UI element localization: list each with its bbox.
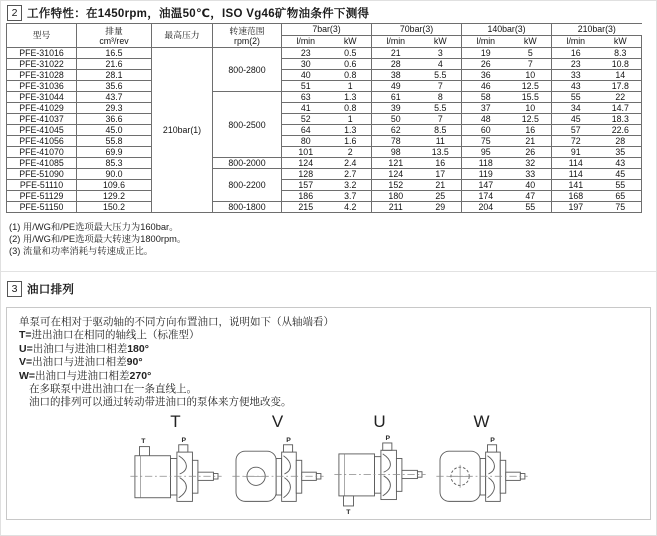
cell-power: 1.3 [330,92,372,103]
cell-power: 8.5 [420,125,462,136]
port-line-u-prefix: U= [19,342,33,355]
pump-diagram-t [127,412,225,516]
pump-diagram-w-label: W [473,412,490,431]
section3-header [7,281,74,297]
spec-row [7,191,642,202]
port-line-w-text: 出油口与进油口相差 [35,369,130,382]
header-row-groups [7,24,642,36]
spec-row [7,81,642,92]
cell-flow: 23 [282,48,330,59]
cell-power: 1.6 [330,136,372,147]
cell-power: 14 [600,70,642,81]
port-arrangement-box [6,307,651,520]
cell-flow: 48 [462,114,510,125]
cell-model: PFE-51129 [7,191,77,202]
cell-flow: 152 [372,180,420,191]
port-line-t-text: 进出油口在相同的轴线上（标准型） [31,329,200,342]
cell-flow: 21 [372,48,420,59]
cell-flow: 41 [282,103,330,114]
cell-power: 10 [510,103,552,114]
cell-power: 10 [510,70,552,81]
port-line-u-text: 出油口与进油口相差 [32,342,128,355]
col-header-displacement [77,24,152,48]
spec-table-head [7,24,642,48]
footnotes [9,222,186,257]
cell-flow: 91 [552,147,600,158]
port-label-u-inlet: T [345,509,350,516]
cell-flow: 52 [282,114,330,125]
port-line-t-prefix: T= [19,329,32,342]
cell-power: 2.4 [330,158,372,169]
cell-power: 1.3 [330,125,372,136]
cell-power: 25 [420,191,462,202]
spec-row [7,92,642,103]
col-header-210bar: 210bar(3) [552,24,642,36]
pump-drawing-t [128,432,224,516]
cell-power: 5.5 [420,70,462,81]
cell-displacement: 150.2 [77,202,152,213]
cell-model: PFE-41029 [7,103,77,114]
spec-table-body [7,48,642,213]
cell-power: 2.7 [330,169,372,180]
cell-power: 5.5 [420,103,462,114]
subcol-flow-7bar: l/min [282,36,330,48]
cell-displacement: 36.6 [77,114,152,125]
footnote-1: (1) 用/WG和/PE选项最大压力为160bar。 [9,222,179,232]
cell-flow: 98 [372,147,420,158]
cell-power: 26 [510,147,552,158]
cell-displacement: 55.8 [77,136,152,147]
displacement-unit: cm³/rev [99,35,129,46]
cell-flow: 60 [462,125,510,136]
cell-power: 22 [600,92,642,103]
cell-flow: 75 [462,136,510,147]
col-header-7bar: 7bar(3) [282,24,372,36]
cell-power: 17 [420,169,462,180]
subcol-power-140bar: kW [510,36,552,48]
cell-flow: 95 [462,147,510,158]
section2-title: 工作特性：在1450rpm，油温50℃，ISO Vg46矿物油条件下测得 [27,8,370,20]
cell-flow: 118 [462,158,510,169]
cell-power: 21 [420,180,462,191]
cell-flow: 124 [372,169,420,180]
cell-flow: 186 [282,191,330,202]
cell-flow: 40 [282,70,330,81]
cell-flow: 64 [282,125,330,136]
cell-power: 22.6 [600,125,642,136]
subcol-flow-210bar: l/min [552,36,600,48]
col-header-model: 型号 [7,24,77,48]
cell-power: 43 [600,158,642,169]
cell-flow: 57 [552,125,600,136]
cell-power: 21 [510,136,552,147]
section2-header [7,5,369,21]
cell-power: 12.5 [510,114,552,125]
cell-flow: 197 [552,202,600,213]
port-line-v-text: 出油口与进油口相差 [32,356,127,369]
pump-diagram-u-label: U [373,412,386,431]
cell-power: 12.5 [510,81,552,92]
cell-displacement: 16.5 [77,48,152,59]
section3-number: 3 [7,281,22,297]
cell-power: 75 [600,202,642,213]
pump-diagram-w [433,412,531,516]
cell-flow: 58 [462,92,510,103]
cell-flow: 16 [552,48,600,59]
cell-flow: 38 [372,70,420,81]
cell-power: 8.3 [600,48,642,59]
cell-power: 40 [510,180,552,191]
spec-row [7,114,642,125]
cell-model: PFE-41045 [7,125,77,136]
spec-row [7,202,642,213]
cell-power: 16 [420,158,462,169]
cell-speed-range: 800-2200 [213,169,282,202]
cell-flow: 55 [552,92,600,103]
cell-model: PFE-31022 [7,59,77,70]
footnote-2: (2) 用/WG和/PE选项最大转速为1800rpm。 [9,233,187,244]
cell-speed-range: 800-2000 [213,158,282,169]
cell-power: 55 [600,180,642,191]
cell-flow: 45 [552,114,600,125]
cell-max-pressure: 210bar(1) [152,48,213,213]
cell-power: 3 [420,48,462,59]
cell-flow: 147 [462,180,510,191]
cell-flow: 34 [552,103,600,114]
cell-power: 4 [420,59,462,70]
cell-power: 7 [420,81,462,92]
subcol-power-70bar: kW [420,36,462,48]
cell-power: 15.5 [510,92,552,103]
footnote-3: (3) 流量和功率消耗与转速成正比。 [9,245,154,256]
cell-power: 16 [510,125,552,136]
pump-drawing-u [332,432,428,516]
cell-flow: 204 [462,202,510,213]
cell-displacement: 69.9 [77,147,152,158]
cell-power: 0.6 [330,59,372,70]
cell-flow: 211 [372,202,420,213]
cell-flow: 43 [552,81,600,92]
cell-speed-range: 800-2500 [213,92,282,158]
port-line-w-suffix: 270° [129,369,152,382]
cell-power: 1 [330,114,372,125]
cell-power: 7 [420,114,462,125]
cell-displacement: 45.0 [77,125,152,136]
cell-model: PFE-51110 [7,180,77,191]
spec-table [6,23,642,213]
cell-power: 17.8 [600,81,642,92]
cell-model: PFE-31036 [7,81,77,92]
spec-row [7,70,642,81]
port-line-u-suffix: 180° [127,342,149,355]
cell-flow: 119 [462,169,510,180]
cell-displacement: 28.1 [77,70,152,81]
spec-row [7,103,642,114]
cell-flow: 23 [552,59,600,70]
port-arrangement-description [7,308,650,410]
cell-power: 10.8 [600,59,642,70]
cell-flow: 33 [552,70,600,81]
cell-power: 0.8 [330,103,372,114]
cell-power: 29 [420,202,462,213]
pump-diagram-u [331,412,429,516]
cell-power: 4.2 [330,202,372,213]
cell-flow: 180 [372,191,420,202]
subcol-flow-70bar: l/min [372,36,420,48]
pump-diagram-t-label: T [170,412,181,431]
displacement-label: 排量 [105,25,123,36]
cell-flow: 51 [282,81,330,92]
section2-number: 2 [7,5,22,21]
cell-power: 28 [600,136,642,147]
col-header-140bar: 140bar(3) [462,24,552,36]
cell-model: PFE-51150 [7,202,77,213]
cell-model: PFE-41070 [7,147,77,158]
cell-power: 47 [510,191,552,202]
col-header-max-pressure: 最高压力 [152,24,213,48]
cell-displacement: 35.6 [77,81,152,92]
cell-displacement: 109.6 [77,180,152,191]
pump-diagrams-row [7,412,650,516]
pump-diagram-v-label: V [271,412,284,431]
cell-power: 3.2 [330,180,372,191]
cell-flow: 72 [552,136,600,147]
cell-flow: 61 [372,92,420,103]
cell-flow: 39 [372,103,420,114]
cell-power: 18.3 [600,114,642,125]
cell-power: 8 [420,92,462,103]
cell-flow: 124 [282,158,330,169]
spec-row [7,125,642,136]
cell-flow: 26 [462,59,510,70]
cell-flow: 168 [552,191,600,202]
cell-flow: 215 [282,202,330,213]
cell-flow: 128 [282,169,330,180]
port-label-t-outlet: P [180,437,186,445]
port-line-u [19,343,640,356]
cell-power: 14.7 [600,103,642,114]
port-line-w [19,370,640,383]
cell-power: 35 [600,147,642,158]
port-label-w-outlet: P [489,437,495,445]
port-label-t-inlet: T [140,437,145,445]
speed-range-label: 转速范围 [229,25,265,36]
cell-flow: 80 [282,136,330,147]
pump-diagram-v [229,412,327,516]
cell-flow: 46 [462,81,510,92]
cell-power: 0.5 [330,48,372,59]
description-intro: 单泵可在相对于驱动轴的不同方向布置油口，说明如下（从轴端看） [19,316,334,328]
cell-flow: 114 [552,158,600,169]
cell-flow: 141 [552,180,600,191]
cell-flow: 78 [372,136,420,147]
cell-speed-range: 800-1800 [213,202,282,213]
cell-flow: 28 [372,59,420,70]
cell-flow: 49 [372,81,420,92]
cell-model: PFE-31028 [7,70,77,81]
spec-row [7,48,642,59]
cell-power: 32 [510,158,552,169]
col-header-speed-range [213,24,282,48]
cell-power: 2 [330,147,372,158]
cell-displacement: 90.0 [77,169,152,180]
cell-flow: 63 [282,92,330,103]
spec-row [7,180,642,191]
port-line-w-prefix: W= [19,369,36,382]
port-line-v [19,356,640,369]
cell-displacement: 21.6 [77,59,152,70]
cell-model: PFE-31016 [7,48,77,59]
cell-flow: 19 [462,48,510,59]
col-header-70bar: 70bar(3) [372,24,462,36]
spec-row [7,169,642,180]
cell-displacement: 43.7 [77,92,152,103]
pump-drawing-w [434,432,530,516]
section3-title: 油口排列 [27,284,75,296]
port-line-t [19,329,640,342]
cell-flow: 157 [282,180,330,191]
cell-power: 33 [510,169,552,180]
cell-displacement: 29.3 [77,103,152,114]
cell-power: 5 [510,48,552,59]
port-line-v-prefix: V= [19,356,33,369]
subcol-flow-140bar: l/min [462,36,510,48]
port-line-v-suffix: 90° [126,356,143,369]
cell-speed-range: 800-2800 [213,48,282,92]
cell-model: PFE-51090 [7,169,77,180]
port-label-v-outlet: P [285,437,291,445]
cell-model: PFE-31044 [7,92,77,103]
cell-model: PFE-41037 [7,114,77,125]
cell-power: 65 [600,191,642,202]
cell-displacement: 129.2 [77,191,152,202]
cell-flow: 121 [372,158,420,169]
description-tail-2: 油口的排列可以通过转动带进油口的泵体来方便地改变。 [29,396,292,409]
subcol-power-210bar: kW [600,36,642,48]
cell-power: 13.5 [420,147,462,158]
pump-drawing-v [230,432,326,516]
cell-flow: 37 [462,103,510,114]
speed-range-unit: rpm(2) [234,35,260,46]
cell-flow: 50 [372,114,420,125]
cell-flow: 30 [282,59,330,70]
spec-row [7,136,642,147]
spec-row [7,59,642,70]
cell-model: PFE-41085 [7,158,77,169]
cell-power: 45 [600,169,642,180]
cell-flow: 36 [462,70,510,81]
section-divider [1,271,657,272]
cell-power: 1 [330,81,372,92]
port-label-u-outlet: P [384,435,390,443]
cell-power: 0.8 [330,70,372,81]
description-tail-1: 在多联泵中进出油口在一条直线上。 [29,383,197,396]
cell-flow: 101 [282,147,330,158]
cell-power: 3.7 [330,191,372,202]
cell-flow: 174 [462,191,510,202]
cell-power: 11 [420,136,462,147]
spec-row [7,158,642,169]
cell-displacement: 85.3 [77,158,152,169]
cell-power: 55 [510,202,552,213]
cell-flow: 114 [552,169,600,180]
subcol-power-7bar: kW [330,36,372,48]
spec-row [7,147,642,158]
cell-flow: 62 [372,125,420,136]
cell-model: PFE-41056 [7,136,77,147]
cell-power: 7 [510,59,552,70]
